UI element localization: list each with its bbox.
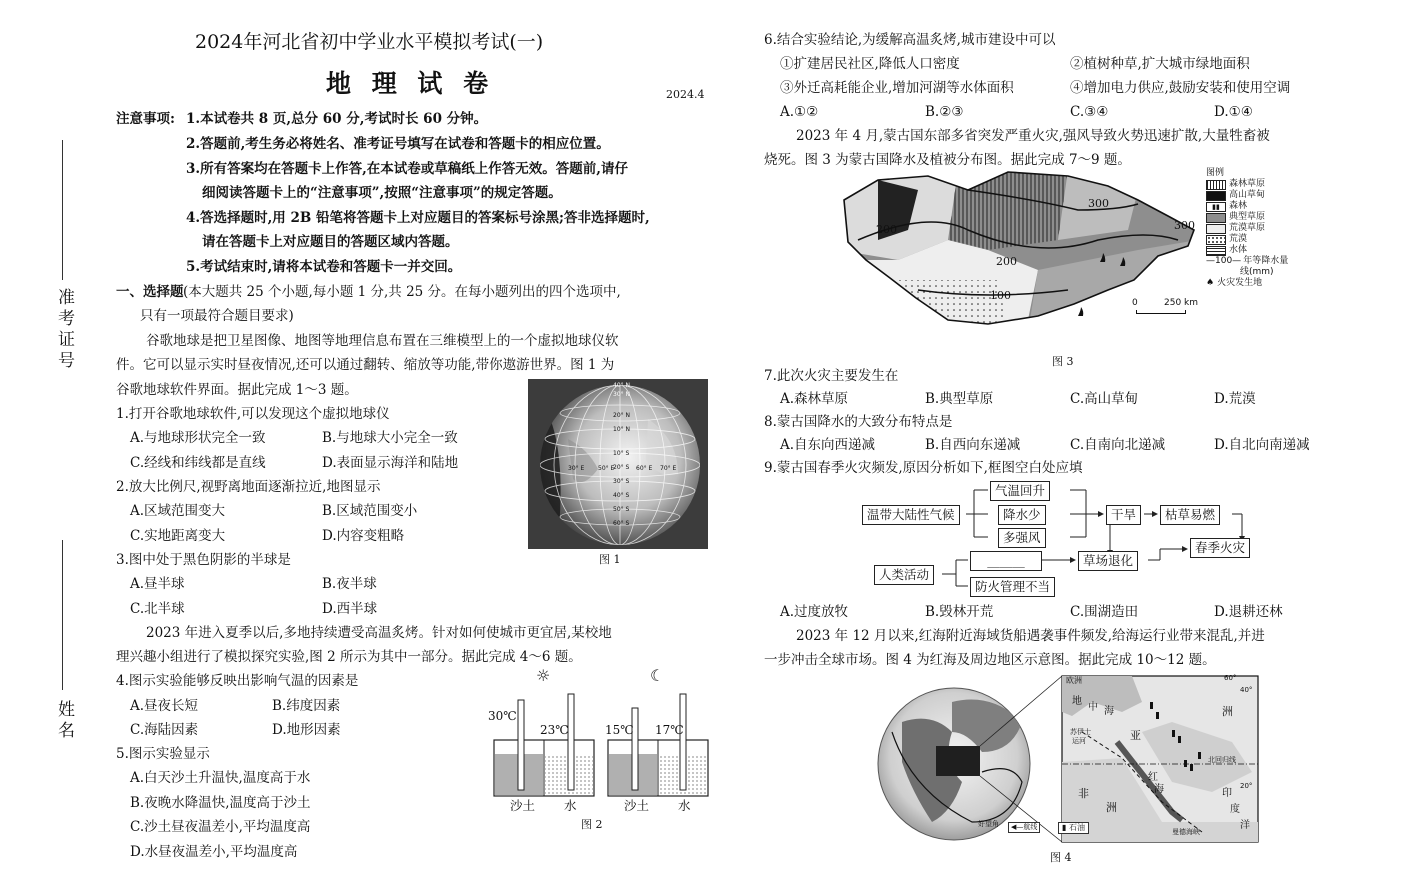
option[interactable]: A.过度放牧 bbox=[780, 604, 849, 620]
notes-label: 注意事项: bbox=[116, 111, 175, 127]
day-sand-temp: 30℃ bbox=[488, 709, 517, 723]
map-legend-oil bbox=[1058, 822, 1089, 834]
option[interactable]: B.区域范围变小 bbox=[322, 503, 418, 519]
swatch-icon bbox=[1206, 235, 1226, 245]
exam-date: 2024.4 bbox=[666, 88, 705, 101]
figure-4-red-sea-map bbox=[872, 672, 1262, 844]
note-item: 2.答题前,考生务必将姓名、准考证号填写在试卷和答题卡的相应位置。 bbox=[186, 136, 610, 152]
flow-grass-burn: 枯草易燃 bbox=[1160, 505, 1220, 525]
figure-2-caption: 图 2 bbox=[581, 818, 603, 831]
map-label: 地 bbox=[1072, 696, 1082, 707]
sand-label: 沙土 bbox=[510, 798, 536, 813]
flow-blank-input[interactable]: ______ bbox=[970, 551, 1042, 571]
swatch-icon bbox=[1206, 180, 1226, 190]
option[interactable]: C.自南向北递减 bbox=[1070, 437, 1166, 453]
intro-paragraph: 2023 年进入夏季以后,多地持续遭受高温炙烤。针对如何使城市更宜居,某校地 bbox=[146, 625, 612, 641]
option[interactable]: C.海陆因素 bbox=[130, 722, 199, 738]
swatch-icon bbox=[1206, 224, 1226, 234]
map-label: 曼德海峡 bbox=[1172, 828, 1200, 836]
map-label: 度 bbox=[1230, 804, 1240, 815]
note-item: 请在答题卡上对应题目的答题区域内答题。 bbox=[202, 234, 459, 250]
option[interactable]: A.①② bbox=[780, 104, 819, 120]
option[interactable]: C.实地距离变大 bbox=[130, 528, 226, 544]
lon-label: 70° E bbox=[660, 465, 677, 472]
option[interactable]: C.高山草甸 bbox=[1070, 391, 1139, 407]
exam-id-underline bbox=[62, 140, 63, 280]
option[interactable]: B.夜半球 bbox=[322, 576, 377, 592]
question-stem: 5.图示实验显示 bbox=[116, 746, 210, 762]
option[interactable]: D.地形因素 bbox=[272, 722, 341, 738]
name-underline bbox=[62, 540, 63, 690]
intro-paragraph: 2023 年 12 月以来,红海附近海域货船遇袭事件频发,给海运行业带来混乱,并进 bbox=[796, 628, 1265, 644]
question-stem: 6.结合实验结论,为缓解高温炙烤,城市建设中可以 bbox=[764, 32, 1056, 48]
note-item: 细阅读答题卡上的“注意事项”,按照“注意事项”的规定答题。 bbox=[202, 185, 562, 201]
option[interactable]: A.自东向西递减 bbox=[780, 437, 876, 453]
figure-4-caption: 图 4 bbox=[1050, 851, 1072, 864]
option[interactable]: C.围湖造田 bbox=[1070, 604, 1139, 620]
option[interactable]: A.白天沙土升温快,温度高于水 bbox=[130, 770, 311, 786]
lat-label: 10° S bbox=[613, 450, 630, 457]
exam-title: 2024年河北省初中学业水平模拟考试(一) bbox=[195, 31, 544, 53]
option[interactable]: D.西半球 bbox=[322, 601, 378, 617]
option[interactable]: C.经线和纬线都是直线 bbox=[130, 455, 266, 471]
option[interactable]: D.表面显示海洋和陆地 bbox=[322, 455, 459, 471]
arrow-icon: ◀— bbox=[1011, 823, 1024, 831]
map-label: 中 bbox=[1088, 702, 1098, 713]
map-legend-route bbox=[1008, 822, 1040, 833]
section-desc: (本大题共 25 个小题,每小题 1 分,共 25 分。在每小题列出的四个选项中, bbox=[183, 284, 621, 300]
map-label: 苏伊士 bbox=[1070, 728, 1091, 736]
figure-3-caption: 图 3 bbox=[1052, 355, 1074, 368]
flow-windy: 多强风 bbox=[998, 528, 1046, 548]
flow-fire-mgmt: 防火管理不当 bbox=[970, 577, 1055, 597]
question-stem: 4.图示实验能够反映出影响气温的因素是 bbox=[116, 673, 359, 689]
map-label: 运河 bbox=[1072, 737, 1086, 745]
question-stem: 1.打开谷歌地球软件,可以发现这个虚拟地球仪 bbox=[116, 406, 390, 422]
option[interactable]: B.毁林开荒 bbox=[925, 604, 994, 620]
legend-item: 高山草甸 bbox=[1229, 190, 1266, 200]
swatch-icon bbox=[1206, 246, 1226, 256]
question-stem: 2.放大比例尺,视野离地面逐渐拉近,地图显示 bbox=[116, 479, 381, 495]
intro-paragraph: 谷歌地球软件界面。据此完成 1～3 题。 bbox=[116, 382, 358, 398]
map-label: 亚 bbox=[1130, 729, 1141, 742]
note-item: 4.答选择题时,用 2B 铅笔将答题卡上对应题目的答案标号涂黑;答非选择题时, bbox=[186, 210, 650, 226]
lat-label: 50° S bbox=[613, 506, 630, 513]
legend-item: 线(mm) bbox=[1240, 267, 1274, 277]
map-label: 印 bbox=[1222, 788, 1232, 799]
lat-label: 40° S bbox=[613, 492, 630, 499]
note-item: 3.所有答案均在答题卡上作答,在本试卷或草稿纸上作答无效。答题前,请仔 bbox=[186, 161, 628, 177]
option[interactable]: D.荒漠 bbox=[1214, 391, 1256, 407]
moon-icon: ☾ bbox=[650, 666, 665, 685]
isohyet-line-icon: —100— bbox=[1206, 256, 1242, 266]
legend-item: 水体 bbox=[1229, 245, 1248, 255]
swatch-icon bbox=[1206, 191, 1226, 201]
option[interactable]: B.自西向东递减 bbox=[925, 437, 1021, 453]
swatch-icon bbox=[1206, 213, 1226, 223]
question-stem: 3.图中处于黑色阴影的半球是 bbox=[116, 552, 291, 568]
lat-label: 60° S bbox=[613, 520, 630, 527]
section-heading: 一、选择题 bbox=[116, 284, 184, 300]
intro-paragraph: 件。它可以显示实时昼夜情况,还可以通过翻转、缩放等功能,带你遨游世界。图 1 为 bbox=[116, 357, 615, 373]
option[interactable]: D.水昼夜温差小,平均温度高 bbox=[130, 844, 298, 860]
night-water-temp: 17℃ bbox=[655, 723, 684, 737]
figure-1-caption: 图 1 bbox=[599, 553, 621, 566]
flow-degradation: 草场退化 bbox=[1078, 551, 1138, 571]
water-label: 水 bbox=[564, 798, 577, 813]
lat-label: 40° N bbox=[613, 382, 631, 389]
flow-less-rain: 降水少 bbox=[998, 505, 1046, 525]
night-sand-temp: 15℃ bbox=[605, 723, 634, 737]
choice-item: ④增加电力供应,鼓励安装和使用空调 bbox=[1070, 80, 1291, 96]
map-label: 40° bbox=[1240, 686, 1253, 694]
flow-climate: 温带大陆性气候 bbox=[862, 505, 960, 525]
option[interactable]: B.典型草原 bbox=[925, 391, 994, 407]
subject-title: 地 理 试 卷 bbox=[326, 69, 495, 98]
question-stem: 8.蒙古国降水的大致分布特点是 bbox=[764, 414, 953, 430]
lat-label: 30° N bbox=[613, 391, 631, 398]
lat-label: 30° S bbox=[613, 478, 630, 485]
intro-paragraph: 烧死。图 3 为蒙古国降水及植被分布图。据此完成 7～9 题。 bbox=[764, 152, 1131, 168]
choice-item: ②植树种草,扩大城市绿地面积 bbox=[1070, 56, 1250, 72]
option[interactable]: D.自北向南递减 bbox=[1214, 437, 1310, 453]
option[interactable]: C.北半球 bbox=[130, 601, 185, 617]
question-stem: 9.蒙古国春季火灾频发,原因分析如下,框图空白处应填 bbox=[764, 460, 1083, 476]
figure-3-legend bbox=[1206, 168, 1316, 332]
lat-label: 20° N bbox=[613, 412, 631, 419]
intro-paragraph: 2023 年 4 月,蒙古国东部多省突发严重火灾,强风导致火势迅速扩散,大量牲畜被 bbox=[796, 128, 1270, 144]
map-label: 非 bbox=[1078, 787, 1089, 800]
scale-bar bbox=[1136, 310, 1186, 314]
legend-item: 森林草原 bbox=[1229, 179, 1266, 189]
figure-3-mongolia-map bbox=[838, 170, 1208, 332]
lon-label: 60° E bbox=[636, 465, 653, 472]
legend-item: 荒漠 bbox=[1229, 234, 1248, 244]
option[interactable]: C.③④ bbox=[1070, 104, 1109, 120]
map-label: 海 bbox=[1104, 706, 1114, 717]
option[interactable]: B.纬度因素 bbox=[272, 698, 341, 714]
water-label: 水 bbox=[678, 798, 691, 813]
map-label: 60° bbox=[1224, 674, 1237, 682]
sand-label: 沙土 bbox=[624, 798, 650, 813]
contour-label: 300 bbox=[1088, 197, 1109, 210]
flow-human: 人类活动 bbox=[874, 565, 934, 585]
figure-1-globe bbox=[528, 379, 708, 549]
option[interactable]: D.①④ bbox=[1214, 104, 1253, 120]
scale-zero: 0 bbox=[1132, 298, 1138, 308]
intro-paragraph: 谷歌地球是把卫星图像、地图等地理信息布置在三维模型上的一个虚拟地球仪软 bbox=[146, 333, 619, 349]
option[interactable]: D.内容变粗略 bbox=[322, 528, 405, 544]
map-label: 欧洲 bbox=[1066, 676, 1082, 685]
legend-item: 荒漠草原 bbox=[1229, 223, 1266, 233]
intro-paragraph: 理兴趣小组进行了模拟探究实验,图 2 所示为其中一部分。据此完成 4～6 题。 bbox=[116, 649, 582, 665]
map-label: 洲 bbox=[1106, 801, 1117, 814]
name-label: 姓名 bbox=[54, 700, 74, 742]
map-label: 石油 bbox=[1068, 823, 1085, 832]
map-label: 好望角 bbox=[978, 820, 999, 828]
section-desc: 只有一项最符合题目要求) bbox=[140, 308, 294, 324]
intro-paragraph: 一步冲击全球市场。图 4 为红海及周边地区示意图。据此完成 10～12 题。 bbox=[764, 652, 1216, 668]
legend-item: 火灾发生地 bbox=[1217, 278, 1263, 288]
flow-diagram bbox=[860, 480, 1260, 600]
option[interactable]: C.沙土昼夜温差小,平均温度高 bbox=[130, 819, 311, 835]
contour-label: 100 bbox=[990, 289, 1011, 302]
map-label: 航线 bbox=[1023, 823, 1038, 831]
map-label: 北回归线 bbox=[1208, 756, 1236, 764]
note-item: 1.本试卷共 8 页,总分 60 分,考试时长 60 分钟。 bbox=[186, 111, 488, 127]
option[interactable]: B.夜晚水降温快,温度高于沙土 bbox=[130, 795, 311, 811]
exam-id-label: 准考证号 bbox=[54, 288, 74, 372]
lon-label: 30° E bbox=[568, 465, 585, 472]
option[interactable]: D.退耕还林 bbox=[1214, 604, 1283, 620]
map-label: 海 bbox=[1154, 784, 1164, 795]
legend-title: 图例 bbox=[1206, 168, 1225, 178]
flow-drought: 干旱 bbox=[1106, 505, 1141, 525]
oil-icon: ▮ bbox=[1062, 823, 1067, 832]
legend-item: 典型草原 bbox=[1229, 212, 1266, 222]
fire-icon: ♠ bbox=[1206, 278, 1215, 288]
map-label: 20° bbox=[1240, 782, 1253, 790]
choice-item: ①扩建居民社区,降低人口密度 bbox=[780, 56, 960, 72]
option[interactable]: B.②③ bbox=[925, 104, 964, 120]
map-label: 洲 bbox=[1222, 705, 1233, 718]
tree-icon: ▮▮ bbox=[1206, 202, 1226, 212]
map-label: 红 bbox=[1148, 772, 1158, 783]
lat-label: 20° S bbox=[613, 464, 630, 471]
lon-label: 50° E bbox=[598, 465, 615, 472]
contour-label: 300 bbox=[1174, 219, 1195, 232]
option[interactable]: A.森林草原 bbox=[780, 391, 849, 407]
option[interactable]: A.昼半球 bbox=[130, 576, 185, 592]
question-stem: 7.此次火灾主要发生在 bbox=[764, 368, 899, 384]
flow-spring-fire: 春季火灾 bbox=[1190, 538, 1250, 558]
choice-item: ③外迁高耗能企业,增加河湖等水体面积 bbox=[780, 80, 1014, 96]
figure-2-experiment bbox=[480, 668, 716, 832]
legend-item: 年等降水量 bbox=[1243, 256, 1289, 266]
scale-label: 250 km bbox=[1164, 298, 1199, 308]
day-water-temp: 23℃ bbox=[540, 723, 569, 737]
option[interactable]: A.昼夜长短 bbox=[130, 698, 199, 714]
contour-label: 200 bbox=[996, 255, 1017, 268]
option[interactable]: A.区域范围变大 bbox=[130, 503, 226, 519]
lat-label: 10° N bbox=[613, 426, 631, 433]
option[interactable]: A.与地球形状完全一致 bbox=[130, 430, 266, 446]
option[interactable]: B.与地球大小完全一致 bbox=[322, 430, 458, 446]
legend-item: 森林 bbox=[1229, 201, 1248, 211]
flow-temp-rise: 气温回升 bbox=[990, 481, 1050, 501]
note-item: 5.考试结束时,请将本试卷和答题卡一并交回。 bbox=[186, 259, 462, 275]
sun-icon: ☼ bbox=[536, 666, 551, 685]
map-label: 洋 bbox=[1240, 820, 1250, 831]
contour-label: 200 bbox=[876, 223, 897, 236]
